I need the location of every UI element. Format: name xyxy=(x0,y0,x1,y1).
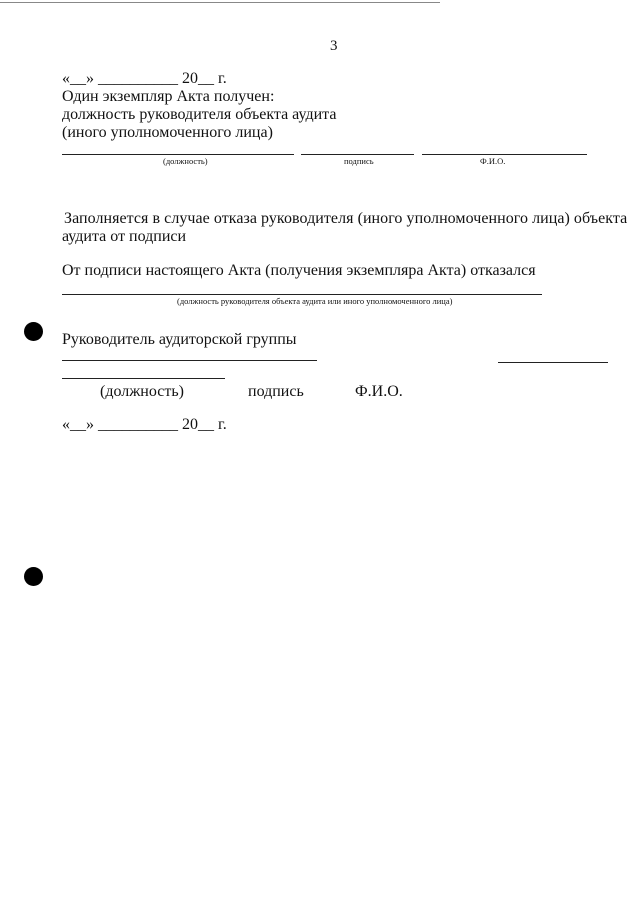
punch-hole-lower xyxy=(24,567,43,586)
sig2-top-position-line xyxy=(62,360,317,361)
refusal-statement: От подписи настоящего Акта (получения экземпляра Акта) отказался xyxy=(62,262,536,279)
punch-hole-upper xyxy=(24,322,43,341)
sig1-signature-caption: подпись xyxy=(344,156,374,166)
sig1-name-caption: Ф.И.О. xyxy=(480,156,506,166)
sig2-name-line xyxy=(498,362,608,363)
date-line-1: «__» __________ 20__ г. xyxy=(62,70,227,87)
sig1-signature-line xyxy=(301,154,414,155)
sig1-position-caption: (должность) xyxy=(163,156,208,166)
sig2-position-line xyxy=(62,378,225,379)
page-number: 3 xyxy=(330,38,338,54)
received-line-3: (иного уполномоченного лица) xyxy=(62,124,273,141)
received-line-1: Один экземпляр Акта получен: xyxy=(62,88,275,105)
refusal-caption: (должность руководителя объекта аудита или иного уполномоченного лица) xyxy=(177,296,453,306)
sig1-position-line xyxy=(62,154,294,155)
sig2-signature-caption: подпись xyxy=(248,383,304,400)
refusal-note-line-1: Заполняется в случае отказа руководителя (иного уполномоченного лица) объекта xyxy=(64,210,628,227)
sig1-name-line xyxy=(422,154,587,155)
date-line-2: «__» __________ 20__ г. xyxy=(62,416,227,433)
refusal-note-line-2: аудита от подписи xyxy=(62,228,187,245)
sig2-name-caption: Ф.И.О. xyxy=(355,383,403,400)
top-edge-line xyxy=(0,2,440,3)
refusal-position-line xyxy=(62,294,542,295)
received-line-2: должность руководителя объекта аудита xyxy=(62,106,337,123)
sig2-position-caption: (должность) xyxy=(100,383,184,400)
group-head-title: Руководитель аудиторской группы xyxy=(62,331,297,348)
